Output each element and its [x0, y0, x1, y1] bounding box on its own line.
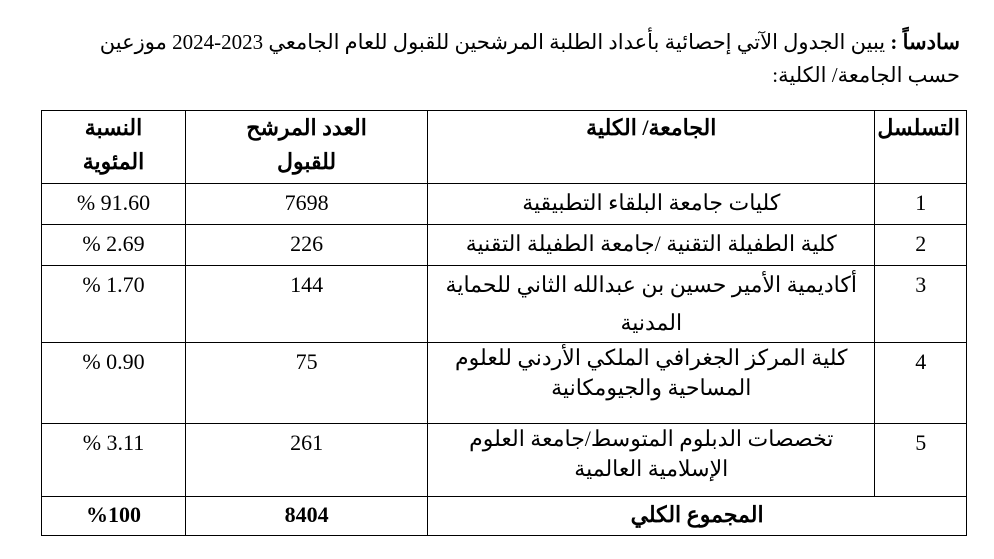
table-row — [42, 343, 967, 424]
cell-pct: % 91.60 — [42, 184, 186, 225]
intro-text: يبين الجدول الآتي إحصائية بأعداد الطلبة المرشحين للقبول للعام الجامعي 2023-2024 موزعين حسب الجامعة/ الكلية: — [99, 30, 960, 87]
cell-seq: 1 — [875, 184, 967, 225]
cell-count: 7698 — [186, 184, 428, 225]
cell-pct: % 0.90 — [42, 343, 186, 424]
header-pct-line1: النسبة — [84, 115, 143, 140]
table-total-row — [42, 497, 967, 536]
cell-seq: 4 — [875, 343, 967, 424]
cell-count: 226 — [186, 225, 428, 266]
header-count-line2: للقبول — [277, 149, 337, 174]
intro-paragraph — [60, 26, 960, 92]
cell-seq: 2 — [875, 225, 967, 266]
table-row — [42, 184, 967, 225]
header-count-line1: العدد المرشح — [246, 115, 367, 140]
cell-count: 144 — [186, 266, 428, 343]
header-pct-line2: المئوية — [82, 149, 145, 174]
cell-seq: 5 — [875, 424, 967, 497]
cell-college: تخصصات الدبلوم المتوسط/جامعة العلوم الإسلامية العالمية — [428, 424, 875, 497]
header-pct — [42, 111, 186, 184]
cell-pct: % 3.11 — [42, 424, 186, 497]
cell-college: كلية المركز الجغرافي الملكي الأردني للعلوم المساحية والجيومكانية — [428, 343, 875, 424]
header-seq: التسلسل — [875, 111, 967, 184]
header-college: الجامعة/ الكلية — [428, 111, 875, 184]
table-row — [42, 266, 967, 343]
intro-lead: سادساً : — [890, 30, 960, 54]
table-row — [42, 424, 967, 497]
table-header-row — [42, 111, 967, 184]
header-count — [186, 111, 428, 184]
total-label: المجموع الكلي — [428, 497, 967, 536]
cell-college: كلية الطفيلة التقنية /جامعة الطفيلة التقنية — [428, 225, 875, 266]
cell-college: كليات جامعة البلقاء التطبيقية — [428, 184, 875, 225]
total-pct: %100 — [42, 497, 186, 536]
cell-college: أكاديمية الأمير حسين بن عبدالله الثاني للحماية المدنية — [428, 266, 875, 343]
cell-seq: 3 — [875, 266, 967, 343]
table-row — [42, 225, 967, 266]
total-count: 8404 — [186, 497, 428, 536]
admissions-table — [41, 110, 967, 536]
cell-count: 261 — [186, 424, 428, 497]
cell-count: 75 — [186, 343, 428, 424]
cell-pct: % 1.70 — [42, 266, 186, 343]
cell-pct: % 2.69 — [42, 225, 186, 266]
